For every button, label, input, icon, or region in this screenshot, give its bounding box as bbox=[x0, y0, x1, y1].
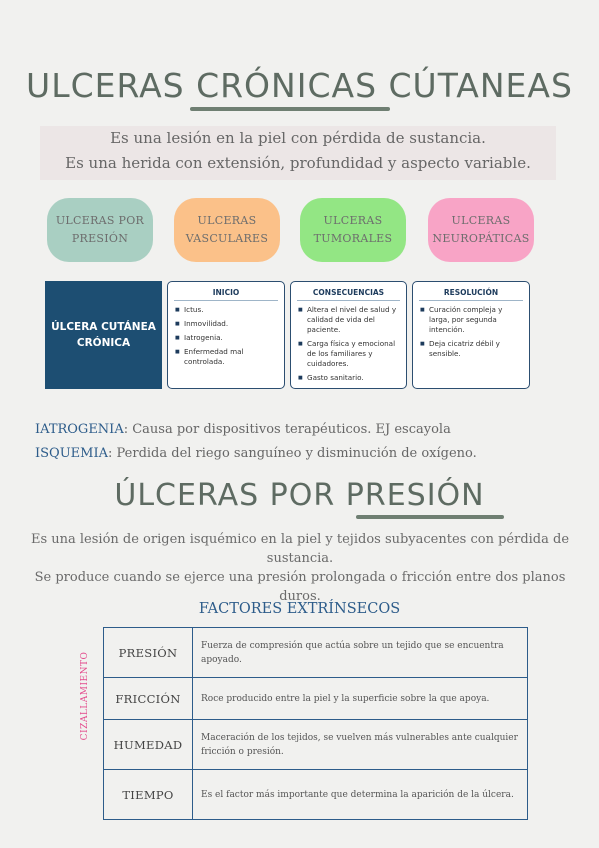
factors-table bbox=[103, 627, 528, 820]
card-consecuencias bbox=[290, 281, 407, 389]
factor-name: TIEMPO bbox=[104, 770, 193, 820]
table-row bbox=[104, 770, 528, 820]
pill-line: NEUROPÁTICAS bbox=[432, 232, 530, 245]
page-title: ULCERAS CRÓNICAS CÚTANEAS bbox=[26, 66, 573, 105]
factor-name: FRICCIÓN bbox=[104, 678, 193, 720]
definition-text: : Causa por dispositivos terapéuticos. EJ escayola bbox=[123, 422, 451, 437]
definition-iatrogenia bbox=[35, 422, 451, 437]
table-row bbox=[104, 720, 528, 770]
section-title-underline bbox=[356, 515, 504, 519]
card-title: RESOLUCIÓN bbox=[443, 288, 499, 297]
card-title: CONSECUENCIAS bbox=[312, 288, 385, 297]
pill-line: ULCERAS POR bbox=[55, 214, 145, 227]
para-line: sustancia. bbox=[266, 551, 334, 566]
main-line: ÚLCERA CUTÁNEA bbox=[51, 321, 156, 333]
table-row bbox=[104, 678, 528, 720]
factor-description: Fuerza de compresión que actúa sobre un tejido que se encuentra apoyado. bbox=[193, 628, 528, 678]
list-item: ■ Enfermedad mal controlada. bbox=[184, 347, 278, 367]
card-title: INICIO bbox=[212, 288, 240, 297]
diagram-main-box bbox=[45, 281, 162, 389]
pill-vasculares bbox=[174, 198, 280, 262]
factors-title: FACTORES EXTRÍNSECOS bbox=[198, 601, 401, 617]
section-title: ÚLCERAS POR PRESIÓN bbox=[114, 478, 485, 513]
description-paragraph bbox=[30, 530, 570, 606]
list-item: ■ Gasto sanitario. bbox=[307, 373, 400, 383]
intro-line-2: Es una herida con extensión, profundidad y aspecto variable. bbox=[65, 154, 531, 172]
intro-box bbox=[40, 126, 556, 180]
divider bbox=[174, 300, 278, 301]
factor-name: PRESIÓN bbox=[104, 628, 193, 678]
intro-line-1: Es una lesión en la piel con pérdida de sustancia. bbox=[110, 129, 486, 147]
pill-neuropaticas bbox=[428, 198, 534, 262]
divider bbox=[419, 300, 523, 301]
list-item: ■ Deja cicatriz débil y sensible. bbox=[429, 339, 523, 359]
list-item: ■ Carga física y emocional de los familiares y cuidadores. bbox=[307, 339, 400, 369]
pill-presion bbox=[47, 198, 153, 262]
factor-name: HUMEDAD bbox=[104, 720, 193, 770]
pill-line: TUMORALES bbox=[313, 232, 393, 245]
para-line: Se produce cuando se ejerce una presión prolongada o fricción entre dos planos duros. bbox=[34, 570, 566, 604]
definition-term: ISQUEMIA bbox=[35, 446, 108, 461]
pill-line: ULCERAS bbox=[323, 214, 383, 227]
card-resolucion bbox=[412, 281, 530, 389]
side-label: CIZALLAMIENTO bbox=[80, 651, 90, 741]
pill-tumorales bbox=[300, 198, 406, 262]
main-line: CRÓNICA bbox=[76, 337, 131, 349]
divider bbox=[297, 300, 400, 301]
factor-description: Maceración de los tejidos, se vuelven más vulnerables ante cualquier fricción o presión. bbox=[193, 720, 528, 770]
pill-line: VASCULARES bbox=[185, 232, 269, 245]
list-item: ■ Iatrogenia. bbox=[184, 333, 278, 343]
list-item: ■ Altera el nivel de salud y calidad de vida del paciente. bbox=[307, 305, 400, 335]
definition-text: : Perdida del riego sanguíneo y disminución de oxígeno. bbox=[107, 446, 477, 461]
pill-line: ULCERAS bbox=[197, 214, 257, 227]
title-underline bbox=[190, 107, 390, 111]
factor-description: Roce producido entre la piel y la superficie sobre la que apoya. bbox=[193, 678, 528, 720]
list-item: ■ Ictus. bbox=[184, 305, 278, 315]
table-row bbox=[104, 628, 528, 678]
factor-description: Es el factor más importante que determina la aparición de la úlcera. bbox=[193, 770, 528, 820]
list-item: ■ Curación compleja y larga, por segunda intención. bbox=[429, 305, 523, 335]
pill-line: PRESIÓN bbox=[71, 232, 129, 245]
pill-line: ULCERAS bbox=[451, 214, 511, 227]
list-item: ■ Inmovilidad. bbox=[184, 319, 278, 329]
card-inicio bbox=[167, 281, 285, 389]
definition-isquemia bbox=[35, 446, 477, 461]
para-line: Es una lesión de origen isquémico en la piel y tejidos subyacentes con pérdida de bbox=[30, 532, 570, 547]
definition-term: IATROGENIA bbox=[35, 422, 124, 437]
